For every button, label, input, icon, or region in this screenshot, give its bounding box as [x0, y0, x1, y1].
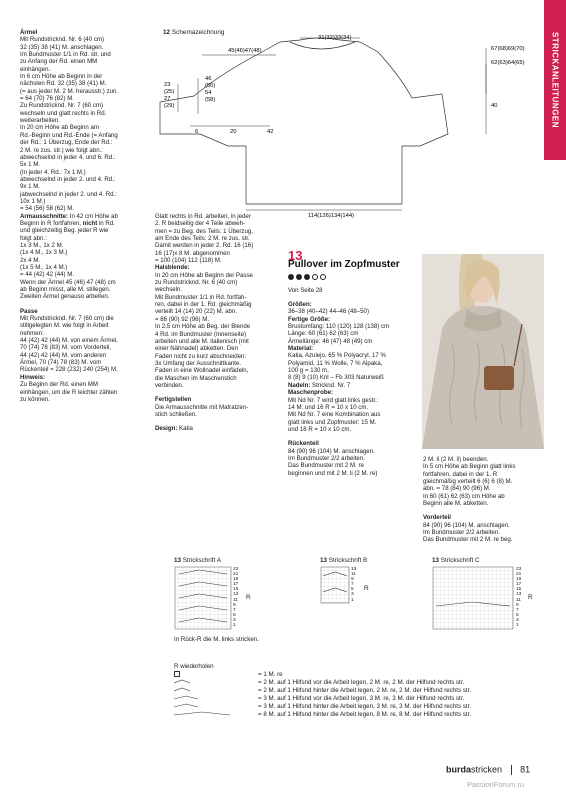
- legend-symbol-cable-3-front: [174, 696, 198, 699]
- fertigstellen-text: Die Armausschnitte mit Matratzen- stich schließen.: [155, 403, 249, 418]
- chart-row-number: 9: [351, 577, 354, 583]
- aermel-heading: Ärmel: [20, 29, 38, 36]
- pattern-number: 13: [288, 248, 303, 263]
- chart-c-grid: [432, 566, 522, 636]
- chart-row-number: 13: [233, 592, 239, 598]
- footer-divider: [511, 765, 512, 775]
- chart-row-number: 5: [351, 587, 354, 593]
- watermark-url: PassionForum.ru: [467, 780, 525, 789]
- schema-drawing: [150, 34, 545, 219]
- chart-row-number: 3: [516, 617, 519, 623]
- schema-label-40: 40: [491, 103, 498, 109]
- material-text: Katia, Azulejo, 65 % Polyacryl, 17 % Polyamid, 11 % Wolle, 7 % Alpaka, 100 g = 130 m, 8 (8) 9 (10) Knl – Fb 303 Naturweiß: [288, 352, 386, 382]
- halsblende-label: Halsblende:: [155, 264, 190, 272]
- footer-section: stricken: [471, 764, 503, 775]
- ruecken-continue-text: 2 M. li (2 M. li) beenden. In 5 cm Höhe ab Beginn glatt links fortfahren, dabei in der 1. R gleichmäßig verteilt 6 (6) 6 (8) M. abn. = 78 (84) 90 (96) M. In 60 (61) 62 (63) cm Höhe ab Beginn alle M. abketten.: [423, 456, 516, 508]
- schema-label-46: 46 (50) 54 (58): [205, 76, 216, 103]
- schema-label-23: 23 (25) 27 (29): [164, 82, 175, 109]
- chart-b-r-label: R: [364, 585, 369, 592]
- model-photo-illustration: [422, 254, 544, 449]
- legend-item-cable-3-front: = 3 M. auf 1 Hilfsnd vor die Arbeit legen, 3 M. re, 3 M. der Hilfsnd rechts str.: [258, 695, 465, 703]
- column-sleeve-instructions: [20, 29, 150, 403]
- chart-row-number: 1: [351, 597, 354, 603]
- chart-a-cells: [175, 567, 231, 629]
- legend-item-knit: = 1 M. re: [258, 671, 283, 678]
- page-footer: [446, 765, 530, 775]
- aermel-text: Mit Rundstricknd. Nr. 6 (40 cm) 32 (35) 38 (41) M. anschlagen. Im Bundmuster 1/1 in Rd. str. und zu Anfang der Rd. einen MM einhängen. In 6 cm Höhe ab Beginn in der nächsten Rd. 32 (35) 38 (41) M. (= aus jeder M. 2 M. herausstr.) zun. = 64 (70) 76 (82) M. Zu Rundstricknd. Nr. 7 (60 cm) wechseln und glatt rechts in Rd. weiterarbeiten. In 20 cm Höhe ab Beginn am Rd.-Beginn und Rd.-Ende (= Anfang der Rd.: 1 Überzug, Ende der Rd.: 2 M. re zus. str.) wie folgt abn.: abwechselnd in jeder 4. und 6. Rd.: 5x 1 M. (In jeder 4. Rd.: 7x 1 M.) abwechselnd in jeder 2. und 4. Rd.: 9x 1 M. jabwechselnd in jeder 2. und 4. Rd.: 10x 1 M.) = 54 (56) 58 (62) M.: [20, 36, 119, 213]
- page-number: 81: [520, 764, 531, 775]
- difficulty-dot-empty: [320, 274, 326, 280]
- pattern-13-section: [288, 248, 418, 477]
- chart-row-number: 7: [516, 607, 519, 613]
- legend-symbol-cable-3-back: [174, 704, 198, 707]
- chart-row-number: 11: [351, 572, 356, 578]
- fertige-groesse-heading: Fertige Größe:: [288, 315, 330, 323]
- column-yoke-instructions: [155, 213, 283, 433]
- legend-item-cable-2-front: = 2 M. auf 1 Hilfsnd vor die Arbeit legen, 2 M. re, 2 M. der Hilfsnd rechts str.: [258, 679, 465, 687]
- schema-label-20: 20: [230, 129, 237, 135]
- chart-row-number: 19: [516, 577, 522, 583]
- design-label: Design:: [155, 425, 178, 433]
- hinweis-text: Zu Beginn der Rd. einen MM einhängen, um die R leichter zählen zu können.: [20, 381, 118, 403]
- schema-label-neck: 31(32)33(34): [318, 35, 352, 41]
- pattern-heading: [288, 248, 418, 271]
- chart-a-grid: [174, 566, 269, 636]
- chart-row-number: 5: [233, 612, 236, 618]
- chart-b-title-text: Strickschrift B: [328, 557, 368, 564]
- chart-row-number: 17: [516, 582, 522, 588]
- difficulty-dot-empty: [312, 274, 318, 280]
- groessen-text: 36–38 (40–42) 44–46 (48–50): [288, 308, 369, 316]
- chart-c-cells: [433, 567, 513, 629]
- chart-row-number: 21: [516, 572, 522, 578]
- column-front-instructions: [423, 456, 548, 544]
- legend-item-cable-8-back: = 8 M. auf 1 Hilfsnd hinter die Arbeit legen, 8 M. re, 8 M. der Hilfsnd rechts str.: [258, 711, 472, 719]
- chart-b-number: 13: [320, 557, 328, 564]
- chart-row-number: 11: [233, 597, 238, 603]
- schema-body-outline: [160, 38, 448, 204]
- halsblende-text: In 20 cm Höhe ab Beginn der Passe zu Rundstricknd. Nr. 6 (40 cm) wechseln. Mit Bundmuster 1/1 in Rd. fortfah- ren, dabei in der 1. Rd. gleichmäßig verteilt 14 (14) 20 (22) M. abn. = 86 (90) 92 (96) M. In 2,5 cm Höhe ab Beg. der Blende 4 Rd. im Bundmuster (Innenseite) arbeiten und alle M. italienisch (mit einer Nähnadel) abketten. Den Faden nicht zu kurz abschneiden: 3x Umfang der Ausschnittkante. Faden in eine Wollnadel einfädeln, die Maschen im Maschenstich verbinden.: [155, 271, 253, 389]
- legend-symbol-cable-2-front: [174, 680, 190, 683]
- legend-symbol-cable-2-back: [174, 688, 190, 691]
- chart-c-title-text: Strickschrift C: [440, 557, 480, 564]
- chart-b-grid: [320, 566, 380, 611]
- schema-label-width: 114(126)134(144): [308, 213, 354, 219]
- chart-row-number: 9: [516, 602, 519, 608]
- chart-a-number: 13: [174, 557, 182, 564]
- chart-row-number: 23: [516, 567, 522, 572]
- chart-c-row-numbers: [516, 567, 521, 628]
- design-name: Katia: [177, 425, 193, 433]
- material-heading: Material:: [288, 345, 314, 353]
- chart-row-number: 13: [351, 567, 357, 572]
- armausschnitte-nicht: nicht: [82, 219, 98, 227]
- legend-item-cable-2-back: = 2 M. auf 1 Hilfsnd hinter die Arbeit legen, 2 M. re, 2 M. der Hilfsnd rechts str.: [258, 687, 472, 695]
- legend-item-cable-3-back: = 3 M. auf 1 Hilfsnd hinter die Arbeit legen, 3 M. re, 3 M. der Hilfsnd rechts str.: [258, 703, 472, 711]
- chart-row-number: 3: [351, 592, 354, 598]
- schema-label-6: 6: [195, 129, 199, 135]
- chart-row-number: 13: [516, 592, 522, 598]
- schema-label-42: 42: [267, 129, 274, 135]
- chart-a-r-label: R: [246, 594, 251, 601]
- section-tab: [544, 0, 566, 160]
- chart-c-title: [432, 557, 480, 564]
- legend-symbol-cable-8-back: [174, 712, 230, 715]
- schema-label-length-body: 62(63)64(65): [491, 60, 525, 66]
- passe-continue-text: Glatt rechts in Rd. arbeiten, in jeder 2. R beidseitig der 4 Teile abweh- men = zu Beg. des Teils: 1 Überzug, am Ende des Teils: 2 M. re zus. str. Damit werden in jeder 2. Rd. 16 (16) 16 (17)x 8 M. abgenommen = 100 (104) 112 (118) M.: [155, 213, 254, 265]
- passe-text: Mit Rundstricknd. Nr. 7 (60 cm) die stillgelegten M. wie folgt in Arbeit nehmen: 44 (42) 42 (44) M. von einem Ärmel, 70 (74) 78 (83) M. vom Vorderteil, 44 (42) 42 (44) M. vom anderen Ärmel, 70 (74) 78 (83) M. vom Rückenteil = 228 (232) 240 (254) M.: [20, 315, 118, 374]
- passe-heading: Passe: [20, 307, 38, 315]
- rueckenteil-heading: Rückenteil: [288, 440, 319, 448]
- chart-row-number: 9: [233, 602, 236, 608]
- footer-brand: burda: [446, 764, 472, 775]
- chart-row-number: 15: [233, 587, 239, 593]
- legend-repeat: R wiederholen: [174, 663, 214, 670]
- difficulty-dot-filled: [296, 274, 302, 280]
- chart-a-title: [174, 557, 221, 564]
- chart-row-number: 5: [516, 612, 519, 618]
- chart-row-number: 7: [351, 582, 354, 588]
- nadeln-label: Nadeln:: [288, 381, 311, 389]
- chart-c-r-label: R: [528, 594, 533, 601]
- legend-symbol-knit: [174, 671, 180, 677]
- reference-page: Von Seite 28: [288, 286, 323, 294]
- difficulty-rating: [288, 274, 418, 282]
- chart-row-number: 3: [233, 617, 236, 623]
- chart-a-row-numbers: [233, 567, 238, 628]
- chart-row-number: 17: [233, 582, 239, 588]
- chart-b-cells: [321, 567, 349, 603]
- groessen-heading: Größen:: [288, 301, 312, 309]
- armausschnitte-paragraph: [20, 213, 150, 301]
- schema-neckline: [290, 42, 355, 49]
- armausschnitte-text2: in Rd. und gleichzeitig Beg. jeder R wie folgt abn.: 1x 3 M., 1x 2 M. (1x 4 M., 1x 3 M.) 2x 4 M. (1x 5 M., 1x 4 M.) = 44 (42) 42 (44) M. Wenn der Ärmel 45 (46) 47 (48) cm ab Beginn misst, alle M. stillegen. Zweiten Ärmel genauso arbeiten.: [20, 219, 116, 301]
- vorderteil-heading: Vorderteil: [423, 514, 451, 522]
- chart-row-number: 23: [233, 567, 239, 572]
- maschenprobe-text: Mit Nd Nr. 7 wird glatt links gestr.: 14 M. und 16 R = 10 x 10 cm. Mit Nd Nr. 7 eine Kombination aus glatt links und Zopfmuster: 15 M. und 16 R = 10 x 10 cm.: [288, 396, 381, 433]
- legend-cable-symbols: [174, 679, 232, 727]
- charts-note: In Rück-R die M. links stricken.: [174, 636, 259, 643]
- schema-label-sleeve-length: 45(46)47(48): [228, 48, 262, 54]
- pattern-title: Pullover im Zopfmuster: [288, 259, 400, 271]
- fertigstellen-heading: Fertigstellen: [155, 396, 192, 404]
- chart-row-number: 1: [233, 623, 236, 629]
- armausschnitte-text: In 42 cm Höhe ab Beginn in R fortfahren,: [20, 212, 118, 227]
- schema-number: 12: [163, 29, 171, 36]
- chart-b-title: [320, 557, 367, 564]
- fertige-groesse-text: Brustumfang: 110 (120) 128 (138) cm Länge: 60 (61) 62 (63) cm Ärmellänge: 46 (47) 48 (49) cm: [288, 323, 390, 345]
- schema-title-text: Schemazeichnung: [171, 29, 225, 36]
- difficulty-dot-filled: [304, 274, 310, 280]
- model-photo: [422, 254, 544, 449]
- hinweis-heading: Hinweis:: [20, 373, 46, 381]
- nadeln-text: Stricknd. Nr. 7: [310, 381, 351, 389]
- chart-row-number: 11: [516, 597, 521, 603]
- chart-a-title-text: Strickschrift A: [182, 557, 221, 564]
- chart-row-number: 7: [233, 607, 236, 613]
- chart-c-number: 13: [432, 557, 440, 564]
- difficulty-dot-filled: [288, 274, 294, 280]
- chart-row-number: 15: [516, 587, 522, 593]
- legend-descriptions: [258, 671, 471, 720]
- rueckenteil-text: 84 (90) 96 (104) M. anschlagen. Im Bundmuster 2/2 arbeiten. Das Bundmuster mit 2 M. re beginnen und mit 2 M. li (2 M. re): [288, 447, 378, 477]
- section-tab-label: STRICKANLEITUNGEN: [550, 31, 560, 129]
- armausschnitte-label: Armausschnitte:: [20, 212, 69, 220]
- schema-label-length-total: 67(68)69(70): [491, 46, 525, 52]
- maschenprobe-heading: Maschenprobe:: [288, 389, 334, 397]
- chart-row-number: 19: [233, 577, 239, 583]
- chart-row-number: 21: [233, 572, 239, 578]
- vorderteil-text: 84 (90) 96 (104) M. anschlagen. Im Bundmuster 2/2 arbeiten. Das Bundmuster mit 2 M. re beg.: [423, 521, 513, 544]
- chart-row-number: 1: [516, 623, 519, 629]
- chart-b-row-numbers: [351, 567, 356, 603]
